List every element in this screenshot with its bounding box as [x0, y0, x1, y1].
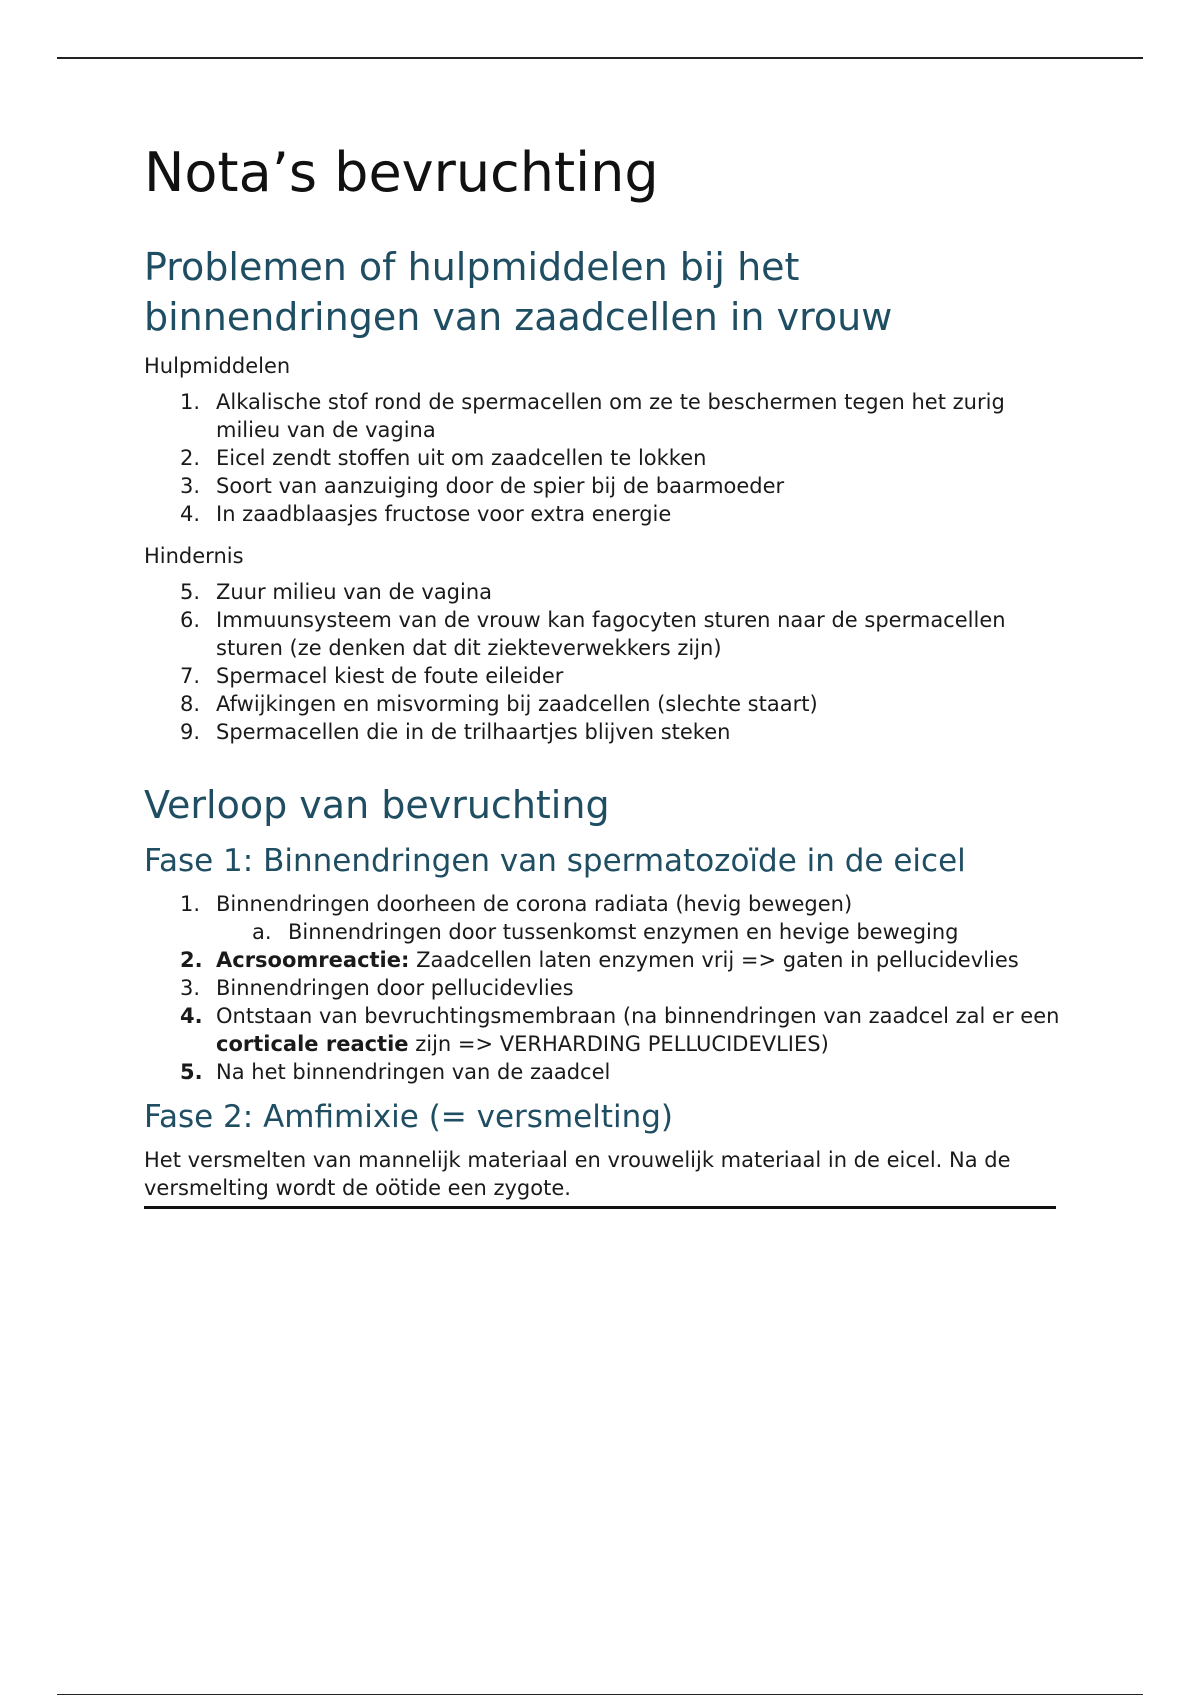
list-item [144, 500, 1064, 528]
list-number: 1. [180, 390, 201, 414]
list-item [144, 718, 1064, 746]
list-item [144, 1002, 1064, 1058]
list-item [144, 606, 1064, 662]
list-text: Eicel zendt stoffen uit om zaadcellen te lokken [216, 446, 707, 470]
list-number: 8. [180, 692, 201, 716]
list-item [144, 1058, 1064, 1086]
list-letter: a. [252, 920, 272, 944]
phase2-text: Het versmelten van mannelijk materiaal en vrouwelijk materiaal in de eicel. Na de versmelting wordt de oötide een zygote. [144, 1148, 1011, 1200]
phase1-list [144, 890, 1064, 1086]
section-end-rule [144, 1206, 1056, 1209]
list-item [144, 662, 1064, 690]
list-number: 3. [180, 976, 201, 1000]
term-cortical: corticale reactie [216, 1032, 409, 1056]
document-title: Nota’s bevruchting [144, 141, 659, 204]
section-heading-line: binnendringen van zaadcellen in vrouw [144, 295, 893, 339]
list-text: Soort van aanzuiging door de spier bij de baarmoeder [216, 474, 785, 498]
list-number: 4. [180, 1004, 203, 1028]
list-number: 4. [180, 502, 201, 526]
list-text: Binnendringen door pellucidevlies [216, 976, 574, 1000]
list-text: Spermacel kiest de foute eileider [216, 664, 564, 688]
list-text: Alkalische stof rond de spermacellen om ze te beschermen tegen het zurig milieu van de vagina [216, 390, 1005, 442]
list-text: Afwijkingen en misvorming bij zaadcellen (slechte staart) [216, 692, 818, 716]
list-item [144, 388, 1064, 444]
hinder-list [144, 578, 1064, 746]
list-item [144, 444, 1064, 472]
hinder-label: Hindernis [144, 544, 244, 568]
list-number: 3. [180, 474, 201, 498]
list-text: Spermacellen die in de trilhaartjes blijven steken [216, 720, 731, 744]
list-number: 6. [180, 608, 201, 632]
section-heading-line: Problemen of hulpmiddelen bij het [144, 245, 800, 289]
list-text: Immuunsysteem van de vrouw kan fagocyten sturen naar de spermacellen sturen (ze denken dat dit ziekteverwekkers zijn) [216, 608, 1006, 660]
list-item [144, 578, 1064, 606]
list-text: zijn => VERHARDING PELLUCIDEVLIES) [408, 1032, 829, 1056]
list-item [144, 946, 1064, 974]
list-number: 2. [180, 446, 201, 470]
list-number: 2. [180, 948, 203, 972]
phase1-heading: Fase 1: Binnendringen van spermatozoïde in de eicel [144, 843, 966, 879]
list-text: Zaadcellen laten enzymen vrij => gaten in pellucidevlies [409, 948, 1019, 972]
footer-rule [57, 1694, 1143, 1695]
list-text: Binnendringen doorheen de corona radiata (hevig bewegen) [216, 892, 853, 916]
list-number: 5. [180, 1060, 203, 1084]
help-label: Hulpmiddelen [144, 354, 291, 378]
list-number: 5. [180, 580, 201, 604]
phase2-heading: Fase 2: Amfimixie (= versmelting) [144, 1099, 674, 1135]
header-rule [57, 57, 1143, 59]
list-text: Na het binnendringen van de zaadcel [216, 1060, 611, 1084]
list-number: 1. [180, 892, 201, 916]
list-item [144, 890, 1064, 918]
list-number: 7. [180, 664, 201, 688]
list-text: Binnendringen door tussenkomst enzymen en hevige beweging [288, 920, 959, 944]
list-text: Ontstaan van bevruchtingsmembraan (na binnendringen van zaadcel zal er een [216, 1004, 1060, 1028]
list-text: In zaadblaasjes fructose voor extra energie [216, 502, 672, 526]
list-number: 9. [180, 720, 201, 744]
section-heading-process: Verloop van bevruchting [144, 783, 610, 827]
list-item [144, 472, 1064, 500]
document-body [144, 140, 1064, 1209]
sub-list-item [144, 918, 1064, 946]
help-list [144, 388, 1064, 528]
list-item [144, 690, 1064, 718]
term-acrosome: Acrsoomreactie: [216, 948, 410, 972]
list-text: Zuur milieu van de vagina [216, 580, 493, 604]
section-heading-problems [144, 242, 1064, 342]
list-item [144, 974, 1064, 1002]
